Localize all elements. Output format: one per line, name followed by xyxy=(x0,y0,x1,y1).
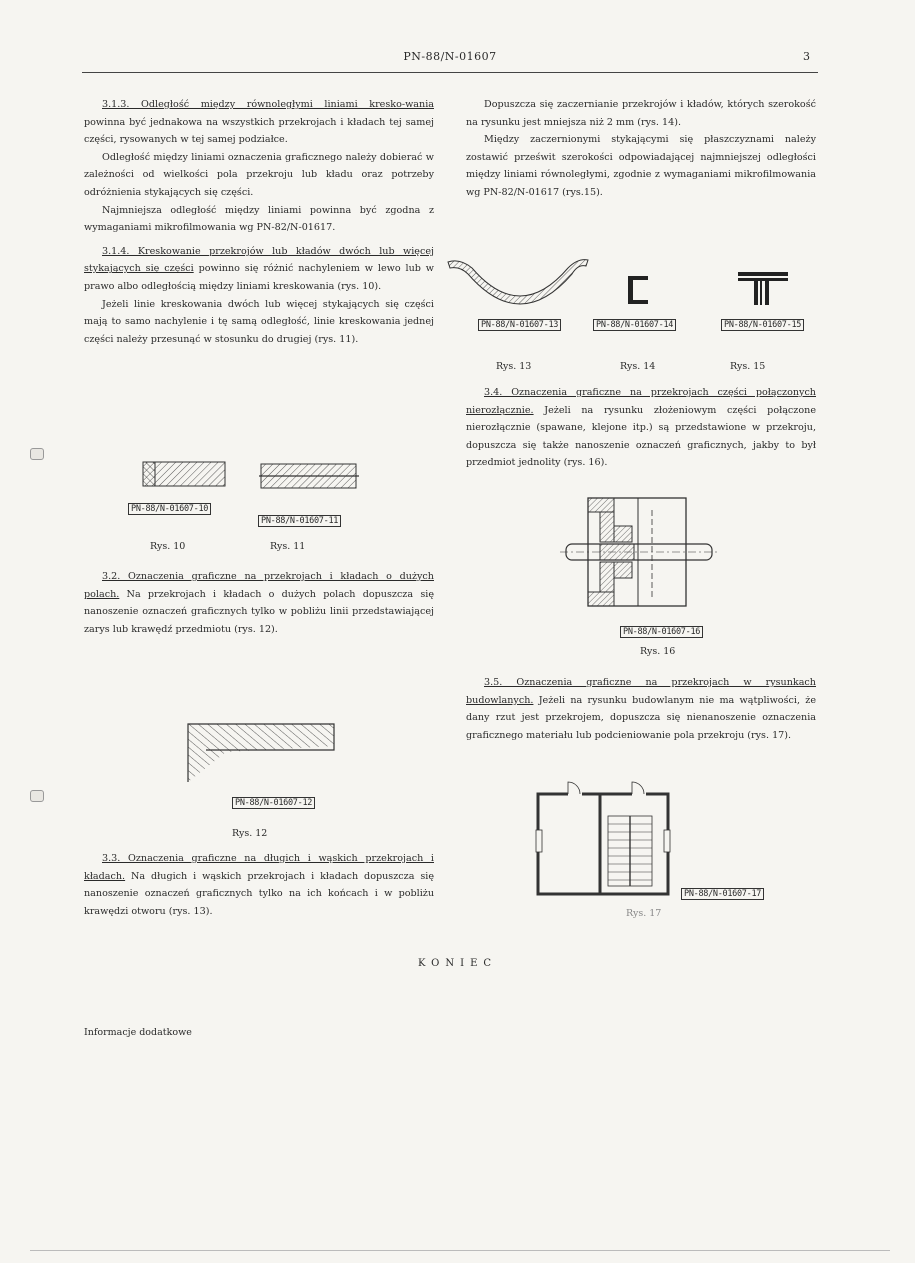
section-3-3-title: 3.3. Oznaczenia graficzne na długich i wąskich przekrojach i kładach. xyxy=(84,853,434,882)
section-3-5-title: 3.5. Oznaczenia graficzne na przekrojach w rysunkach budowlanych. xyxy=(466,677,816,706)
page-number: 3 xyxy=(803,50,810,63)
punch-hole xyxy=(30,790,44,802)
figure-15-caption: Rys. 15 xyxy=(730,361,766,372)
end-marker: KONIEC xyxy=(417,958,498,969)
section-3-1-3-body: powinna być jednakowa na wszystkich przekrojach i kładach tej samej części, rysowanych w tej samej podziałce. xyxy=(84,116,434,146)
paragraph: Dopuszcza się zaczernianie przekrojów i kładów, których szerokość na rysunku jest mniejsza niż 2 mm (rys. 14). xyxy=(466,99,816,128)
punch-hole xyxy=(30,448,44,460)
figure-10-caption: Rys. 10 xyxy=(150,541,186,552)
paragraph: Jeżeli linie kreskowania dwóch lub więcej stykających się części mają to samo nachylenie i tę samą odległość, linie kreskowania jednej części należy przesunąć w stosunku do drugiej (rys. 11). xyxy=(84,298,434,345)
paragraph: Odległość między liniami oznaczenia graficznego należy dobierać w zależności od wielkości pola przekroju lub kładu oraz potrzeby odróżnienia stykających się części. xyxy=(84,151,434,198)
section-3-4-title: 3.4. Oznaczenia graficzne na przekrojach części połączonych nierozłącznie. xyxy=(466,387,816,416)
figure-16-drawing xyxy=(560,490,720,614)
figure-12-drawing xyxy=(186,722,336,784)
figure-16-label: PN-88/N-01607-16 xyxy=(620,626,703,638)
figure-16-caption: Rys. 16 xyxy=(640,646,676,657)
section-3-3 xyxy=(84,850,434,920)
paragraph: Najmniejsza odległość między liniami powinna być zgodna z wymaganiami mikrofilmowania wg PN-82/N-01617. xyxy=(84,204,434,234)
page-header xyxy=(82,48,818,73)
figure-17-label: PN-88/N-01607-17 xyxy=(681,888,764,900)
section-3-4 xyxy=(466,384,816,472)
figure-14-label: PN-88/N-01607-14 xyxy=(593,319,676,331)
figure-13-14-15-drawing xyxy=(440,252,820,314)
figure-17-drawing xyxy=(528,780,678,900)
left-column-top xyxy=(84,96,434,348)
figure-15-label: PN-88/N-01607-15 xyxy=(721,319,804,331)
section-3-1-4-title: 3.1.4. Kreskowanie przekrojów lub kładów dwóch lub więcej stykających się części xyxy=(84,245,434,275)
section-3-3-body: Na długich i wąskich przekrojach i kładach dopuszcza się nanoszenie oznaczeń graficznych tylko na ich końcach i w pobliżu krawędzi otworu (rys. 13). xyxy=(84,870,434,917)
figure-13-label: PN-88/N-01607-13 xyxy=(478,319,561,331)
figure-11-caption: Rys. 11 xyxy=(270,541,306,552)
figure-14-caption: Rys. 14 xyxy=(620,361,656,372)
section-3-5 xyxy=(466,674,816,744)
figure-17-caption: Rys. 17 xyxy=(626,908,662,919)
figure-12-label: PN-88/N-01607-12 xyxy=(232,797,315,809)
figure-11-label: PN-88/N-01607-11 xyxy=(258,515,341,527)
section-3-2-title: 3.2. Oznaczenia graficzne na przekrojach i kładach o dużych polach. xyxy=(84,571,434,600)
right-column-top xyxy=(466,96,816,202)
section-3-2-body: Na przekrojach i kładach o dużych polach dopuszcza się nanoszenie oznaczeń graficznych tylko w pobliżu linii przedstawiającej zarys lub krawędź przedmiotu (rys. 12). xyxy=(84,588,434,635)
section-3-2 xyxy=(84,568,434,638)
figure-10-label: PN-88/N-01607-10 xyxy=(128,503,211,515)
figure-12-caption: Rys. 12 xyxy=(232,828,268,839)
section-3-5-body: Jeżeli na rysunku budowlanym nie ma wątpliwości, że dany rzut jest przekrojem, dopuszcza się nienanoszenie oznaczenia graficznego materiału lub podcieniowanie pola przekroju (rys. 17). xyxy=(466,694,816,741)
section-3-1-4-body: powinno się różnić nachyleniem w lewo lub w prawo albo odległością między liniami kreskowania (rys. 10). xyxy=(84,263,434,292)
section-3-4-body: Jeżeli na rysunku złożeniowym części połączone nierozłącznie (spawane, klejone itp.) są przedstawione w przekroju, dopuszcza się także nanoszenie oznaczeń graficznych, jakby to był przedmiot jednolity (rys. 16). xyxy=(466,404,816,469)
standard-number: PN-88/N-01607 xyxy=(403,50,497,63)
section-3-1-3-title: 3.1.3. Odległość między równoległymi liniami kresko-wania xyxy=(102,99,434,110)
additional-information-heading: Informacje dodatkowe xyxy=(84,1027,192,1038)
figure-13-caption: Rys. 13 xyxy=(496,361,532,372)
paragraph: Między zaczernionymi stykającymi się płaszczyznami należy zostawić prześwit szerokości odpowiadającej najmniejszej odległości między liniami równoległymi, zgodnie z wymaganiami mikrofilmowania wg PN-82/N-01617 (rys.15). xyxy=(466,134,816,198)
page-edge-line xyxy=(30,1250,890,1251)
